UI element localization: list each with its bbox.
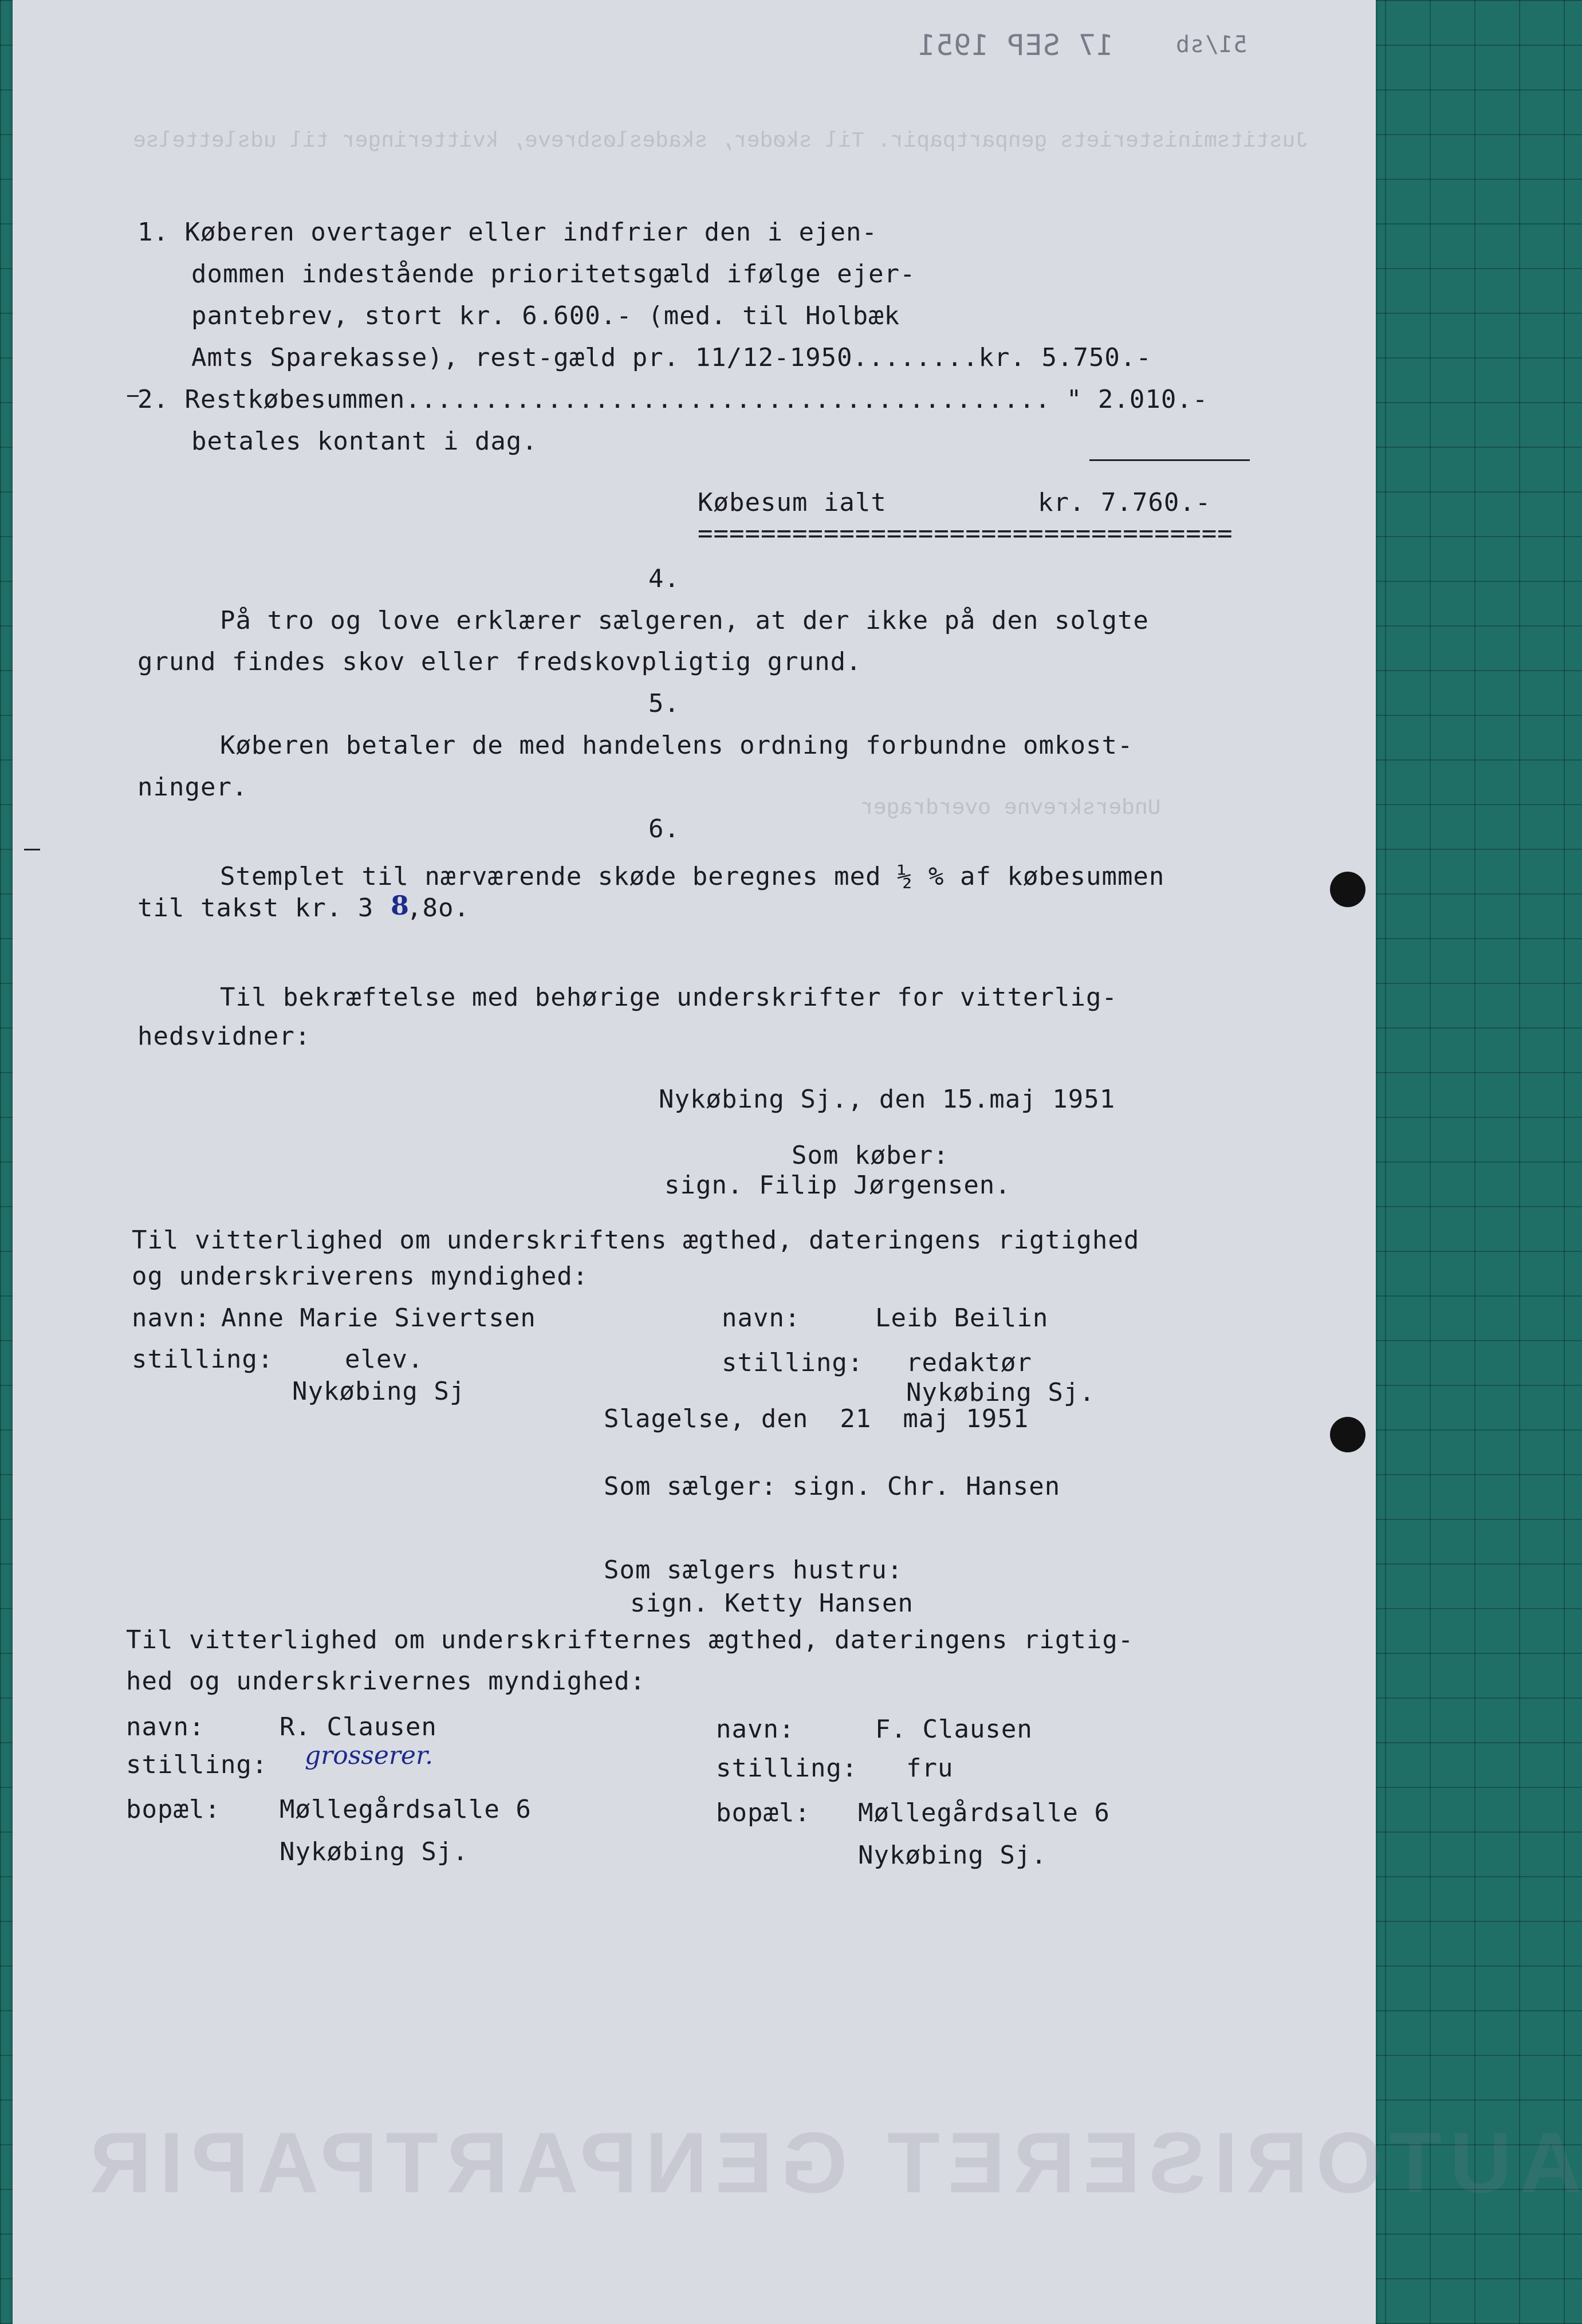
section4-number: 4. bbox=[648, 564, 680, 593]
witness3-address: Møllegårdsalle 6 bbox=[280, 1795, 532, 1824]
witness3-town: Nykøbing Sj. bbox=[280, 1837, 469, 1866]
witness4-town: Nykøbing Sj. bbox=[858, 1841, 1047, 1870]
item1-line1: 1. Køberen overtager eller indfrier den i ejen- bbox=[137, 218, 878, 247]
section4-line2: grund findes skov eller fredskovpligtig grund. bbox=[137, 647, 862, 676]
witness3-address-label: bopæl: bbox=[126, 1795, 221, 1824]
wife-signature: sign. Ketty Hansen bbox=[630, 1589, 914, 1618]
witness4-name-label: navn: bbox=[716, 1715, 795, 1744]
confirmation-line1: Til bekræftelse med behørige underskrifter for vitterlig- bbox=[220, 983, 1117, 1012]
buyer-label: Som køber: bbox=[792, 1141, 949, 1170]
document-page bbox=[13, 0, 1582, 2324]
margin-mark bbox=[127, 395, 139, 397]
punch-hole bbox=[1330, 872, 1365, 907]
sum-rule bbox=[1089, 459, 1250, 461]
witness2-name-label: navn: bbox=[722, 1303, 801, 1333]
wife-label: Som sælgers hustru: bbox=[604, 1555, 903, 1585]
witness4-name: F. Clausen bbox=[875, 1715, 1033, 1744]
witness4-address: Møllegårdsalle 6 bbox=[858, 1798, 1110, 1827]
total-value: kr. 7.760.- bbox=[1038, 488, 1211, 517]
section4-line1: På tro og love erklærer sælgeren, at der ikke på den solgte bbox=[220, 606, 1149, 635]
section5-line1: Køberen betaler de med handelens ordning forbundne omkost- bbox=[220, 731, 1134, 760]
witness1-line1: Til vitterlighed om underskriftens ægthed, dateringens rigtighed bbox=[132, 1226, 1140, 1255]
buyer-place-date: Nykøbing Sj., den 15.maj 1951 bbox=[659, 1085, 1116, 1114]
witness3-position-handwritten: grosserer. bbox=[305, 1741, 434, 1770]
witness2-name: Leib Beilin bbox=[875, 1303, 1049, 1333]
witness1-name: Anne Marie Sivertsen bbox=[221, 1303, 536, 1333]
witness4-position: fru bbox=[906, 1754, 954, 1783]
witness1-name-label: navn: bbox=[132, 1303, 211, 1333]
section6-line2a: til takst kr. 3 bbox=[137, 893, 374, 923]
witness4-position-label: stilling: bbox=[716, 1754, 858, 1783]
item1-line4: Amts Sparekasse), rest-gæld pr. 11/12-1950........kr. 5.750.- bbox=[191, 343, 1152, 372]
section5-number: 5. bbox=[648, 689, 680, 718]
margin-mark bbox=[24, 849, 40, 850]
witness2-town: Nykøbing Sj. bbox=[906, 1378, 1095, 1407]
total-label: Købesum ialt bbox=[698, 488, 887, 517]
witness3-line2: hed og underskrivernes myndighed: bbox=[126, 1667, 646, 1696]
buyer-signature: sign. Filip Jørgensen. bbox=[664, 1171, 1011, 1200]
witness2-position-label: stilling: bbox=[722, 1348, 864, 1377]
handwritten-digit: 8 bbox=[391, 890, 410, 921]
witness2-position: redaktør bbox=[906, 1348, 1032, 1377]
reference-mark: 51/sb bbox=[1175, 31, 1248, 58]
witness3-name-label: navn: bbox=[126, 1712, 205, 1742]
section5-line2: ninger. bbox=[137, 773, 248, 802]
witness4-address-label: bopæl: bbox=[716, 1798, 810, 1827]
seller-signature: Som sælger: sign. Chr. Hansen bbox=[604, 1472, 1061, 1501]
date-stamp: 17 SEP 1951 bbox=[918, 29, 1114, 62]
witness1-position: elev. bbox=[345, 1345, 424, 1374]
item1-line2: dommen indestående prioritetsgæld ifølge ejer- bbox=[191, 259, 916, 289]
item1-line3: pantebrev, stort kr. 6.600.- (med. til Holbæk bbox=[191, 301, 900, 330]
item2-line1: 2. Restkøbesummen......................................... " 2.010.- bbox=[137, 385, 1209, 414]
witness1-town: Nykøbing Sj bbox=[292, 1377, 466, 1406]
bleed-through-text: Justitsministeriets genpartpapir. Til skøder, skadesløsbreve, kvitteringer til udslettelse bbox=[133, 129, 1309, 153]
bleed-through-text: Underskrevne overdrager bbox=[860, 796, 1161, 821]
confirmation-line2: hedsvidner: bbox=[137, 1022, 311, 1051]
witness3-position-label: stilling: bbox=[126, 1750, 268, 1779]
witness1-line2: og underskriverens myndighed: bbox=[132, 1262, 589, 1291]
seller-place-date: Slagelse, den 21 maj 1951 bbox=[604, 1404, 1029, 1433]
section6-line1: Stemplet til nærværende skøde beregnes med ½ % af købesummen bbox=[220, 862, 1165, 891]
item2-line2: betales kontant i dag. bbox=[191, 427, 538, 456]
witness3-line1: Til vitterlighed om underskrifternes ægthed, dateringens rigtig- bbox=[126, 1625, 1134, 1655]
witness1-position-label: stilling: bbox=[132, 1345, 274, 1374]
punch-hole bbox=[1330, 1417, 1365, 1452]
section6-number: 6. bbox=[648, 814, 680, 844]
witness3-name: R. Clausen bbox=[280, 1712, 437, 1742]
footer-watermark: AUTORISERET GENPARTPAPIR bbox=[81, 2114, 1582, 2211]
section6-line2b: ,8o. bbox=[407, 893, 470, 923]
double-rule: ================================== bbox=[698, 519, 1233, 548]
